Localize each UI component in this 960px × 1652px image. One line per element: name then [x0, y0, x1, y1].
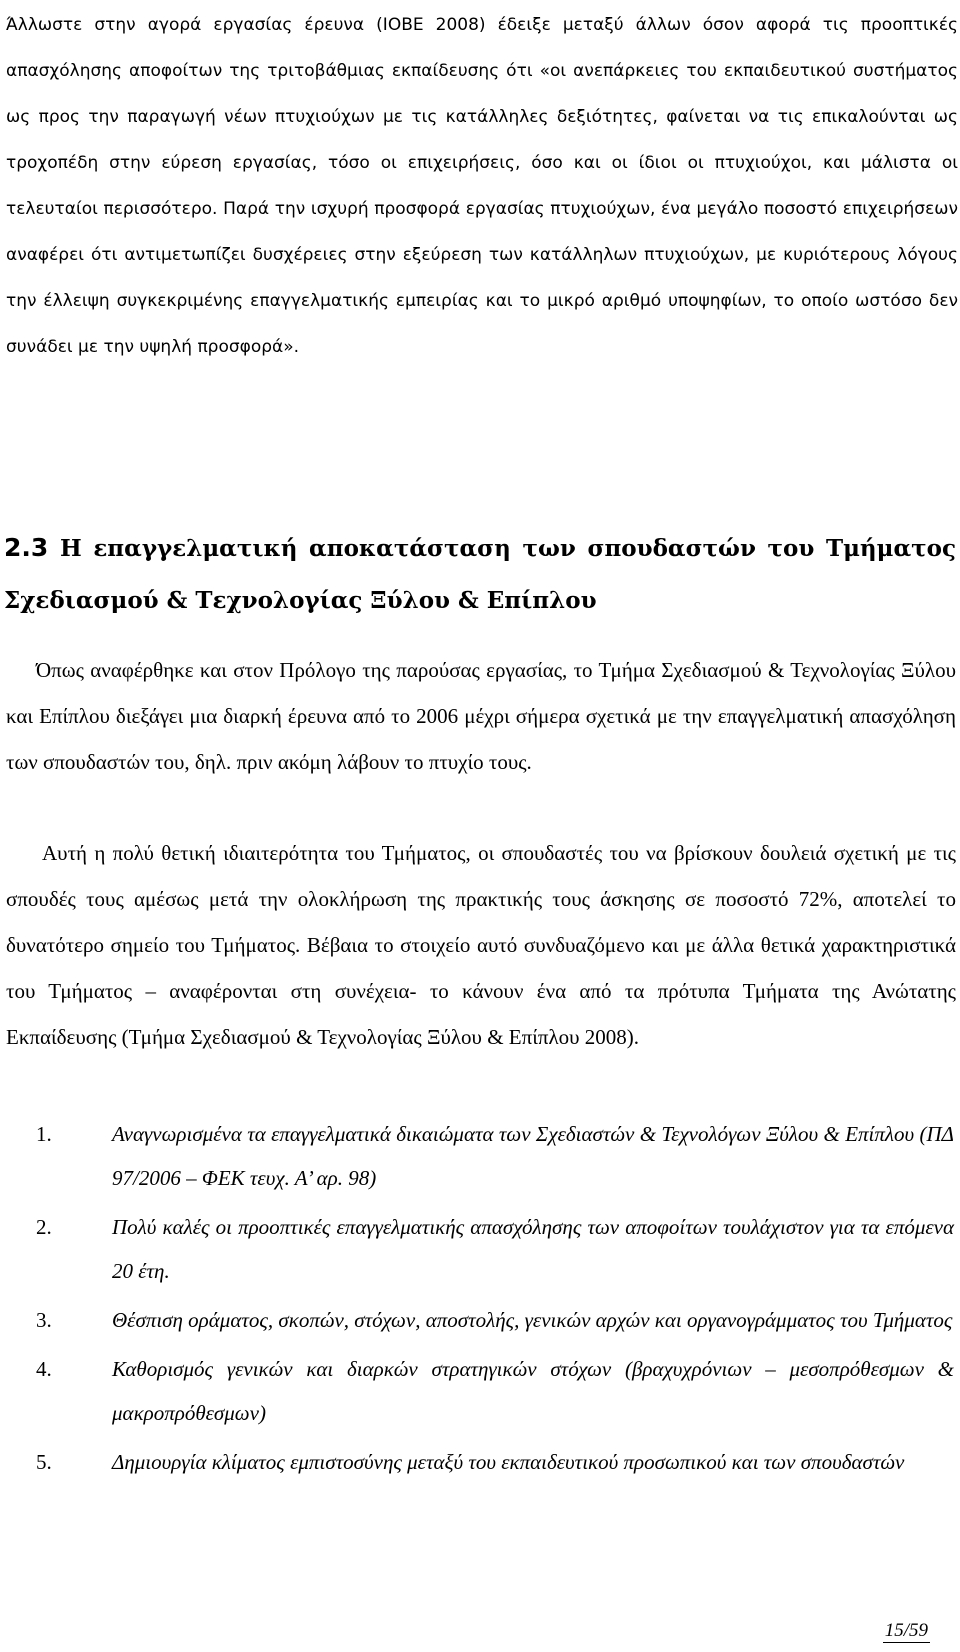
list-item-number: 1. [36, 1122, 52, 1146]
list-item-text: Θέσπιση οράματος, σκοπών, στόχων, αποστολής, γενικών αρχών και οργανογράμματος του Τμήματος [112, 1308, 953, 1332]
list-item-text: Πολύ καλές οι προοπτικές επαγγελματικής απασχόλησης των αποφοίτων τουλάχιστον για τα επόμενα 20 έτη. [112, 1215, 954, 1283]
section-heading [4, 522, 956, 627]
list-item [0, 1112, 960, 1200]
list-item [0, 1440, 960, 1484]
list-item [0, 1298, 960, 1342]
list-item-number: 3. [36, 1308, 52, 1332]
list-item [0, 1347, 960, 1435]
intro-paragraph: Άλλωστε στην αγορά εργασίας έρευνα (ΙΟΒΕ 2008) έδειξε μεταξύ άλλων όσον αφορά τις προοπτικές απασχόλησης αποφοίτων της τριτοβάθμιας εκπαίδευσης ότι «οι ανεπάρκειες του εκπαιδευτικού συστήματος ως προς την παραγωγή νέων πτυχιούχων με τις κατάλληλες δεξιότητες, φαίνεται να τις επικαλούνται ως τροχοπέδη στην εύρεση εργασίας, τόσο οι επιχειρήσεις, όσο και οι ίδιοι οι πτυχιούχοι, και μάλιστα οι τελευταίοι περισσότερο. Παρά την ισχυρή προσφορά εργασίας πτυχιούχων, ένα μεγάλο ποσοστό επιχειρήσεων αναφέρει ότι αντιμετωπίζει δυσχέρειες στην εξεύρεση των κατάλληλων πτυχιούχων, με κυριότερους λόγους την έλλειψη συγκεκριμένης επαγγελματικής εμπειρίας και το μικρό αριθμό υποψηφίων, το οποίο ωστόσο δεν συνάδει με την υψηλή προσφορά». [6, 15, 958, 357]
list-item-number: 2. [36, 1215, 52, 1239]
list-item-number: 5. [36, 1450, 52, 1474]
page-number: 15/59 [884, 1620, 928, 1641]
section-number: 2.3 [4, 533, 49, 562]
list-item-text: Δημιουργία κλίματος εμπιστοσύνης μεταξύ του εκπαιδευτικού προσωπικού και των σπουδαστών [112, 1450, 905, 1474]
list-item-text: Αναγνωρισμένα τα επαγγελματικά δικαιώματα των Σχεδιαστών & Τεχνολόγων Ξύλου & Επίπλου (ΠΔ 97/2006 – ΦΕΚ τευχ. Α’ αρ. 98) [112, 1122, 954, 1190]
list-item [0, 1205, 960, 1293]
list-item-number: 4. [36, 1357, 52, 1381]
body-paragraph: Όπως αναφέρθηκε και στον Πρόλογο της παρούσας εργασίας, το Τμήμα Σχεδιασμού & Τεχνολογίας Ξύλου και Επίπλου διεξάγει μια διαρκή έρευνα από το 2006 μέχρι σήμερα σχετικά με την επαγγελματική απασχόληση των σπουδαστών του, δηλ. πριν ακόμη λάβουν το πτυχίο τους. [6, 658, 956, 774]
list-item-text: Καθορισμός γενικών και διαρκών στρατηγικών στόχων (βραχυχρόνιων – μεσοπρόθεσμων & μακροπρόθεσμων) [112, 1357, 954, 1425]
body-paragraph: Αυτή η πολύ θετική ιδιαιτερότητα του Τμήματος, οι σπουδαστές του να βρίσκουν δουλειά σχετική με τις σπουδές τους αμέσως μετά την ολοκλήρωση της πρακτικής τους άσκησης σε ποσοστό 72%, αποτελεί το δυνατότερο σημείο του Τμήματος. Βέβαια το στοιχείο αυτό συνδυαζόμενο και με άλλα θετικά χαρακτηριστικά του Τμήματος – αναφέρονται στη συνέχεια- το κάνουν ένα από τα πρότυπα Τμήματα της Ανώτατης Εκπαίδευσης (Τμήμα Σχεδιασμού & Τεχνολογίας Ξύλου & Επίπλου 2008). [6, 841, 956, 1049]
numbered-list [0, 1112, 960, 1489]
section-title: Η επαγγελματική αποκατάσταση των σπουδαστών του Τμήματος Σχεδιασμού & Τεχνολογίας Ξύλου & Επίπλου [4, 535, 956, 614]
